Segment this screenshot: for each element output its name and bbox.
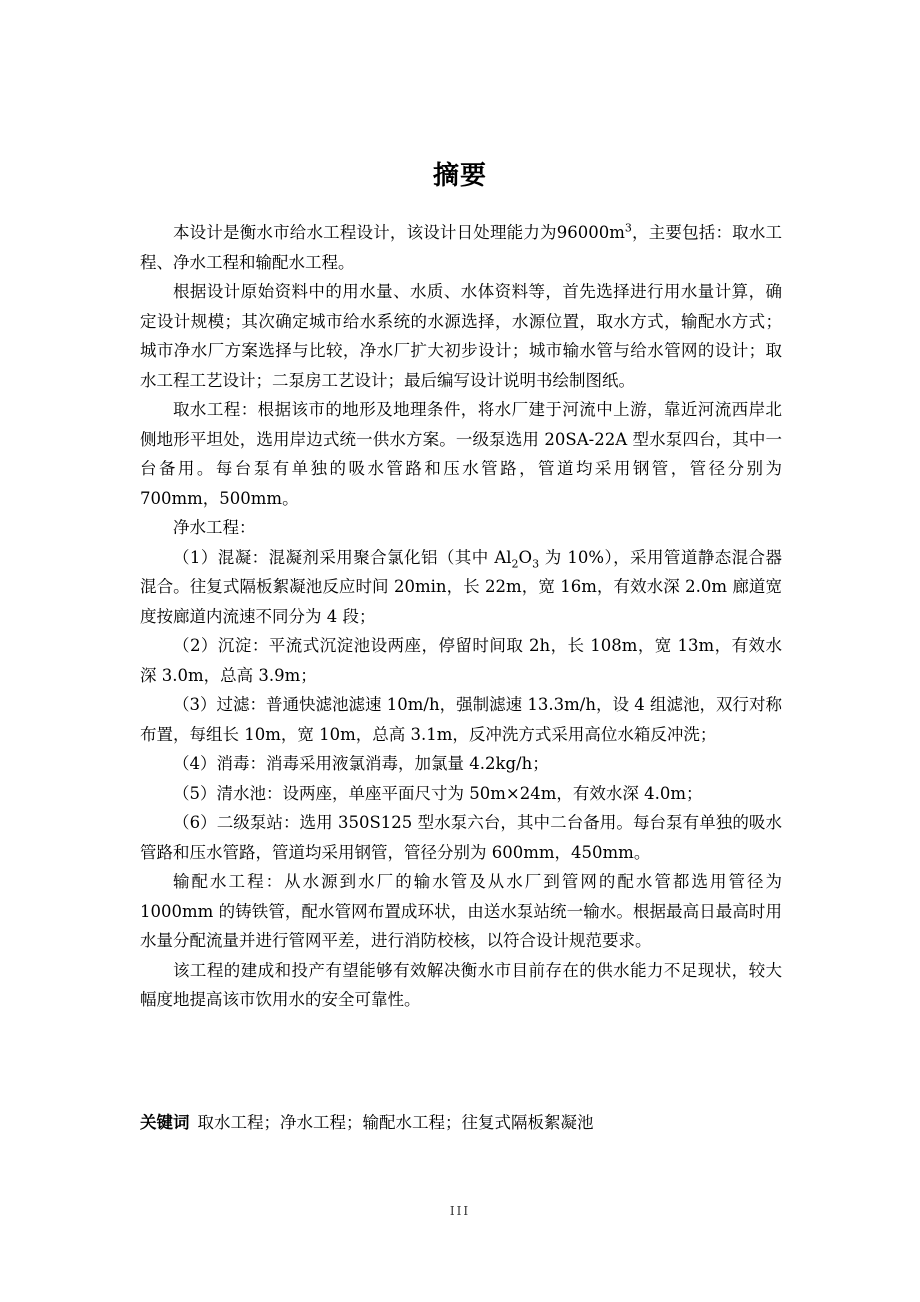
coagulation-text-c: 为 10%），采用管道静态混合器混合。往复式隔板絮凝池反应时间 20min，长 22m，宽 16m，有效水深 2.0m 廊道宽度按廊道内流速不同分为 4 段； xyxy=(140,547,782,626)
keywords-label: 关键词 xyxy=(140,1113,190,1132)
paragraph-disinfection: （4）消毒：消毒采用液氯消毒，加氯量 4.2kg/h； xyxy=(173,754,549,773)
paragraph-distribution: 输配水工程：从水源到水厂的输水管及从水厂到管网的配水管都选用管径为 1000mm 的铸铁管，配水管网布置成环状，由送水泵站统一输水。根据最高日最高时用水量分配流量并进行管网平差，进行消防校核，以符合设计规范要求。 xyxy=(140,872,782,950)
page-number: III xyxy=(449,1204,471,1218)
paragraph-filtration: （3）过滤：普通快滤池滤速 10m/h，强制滤速 13.3m/h，设 4 组滤池，双行对称布置，每组长 10m，宽 10m，总高 3.1m，反冲洗方式采用高位水箱反冲洗； xyxy=(140,695,782,744)
subscript-2: 2 xyxy=(511,556,519,570)
paragraph-purification-heading: 净水工程： xyxy=(173,518,256,537)
paragraph-intake: 取水工程：根据该市的地形及地理条件，将水厂建于河流中上游，靠近河流西岸北侧地形平坦处，选用岸边式统一供水方案。一级泵选用 20SA-22A 型水泵四台，其中一台备用。每台泵有单独的吸水管路和压水管路，管道均采用钢管，管径分别为 700mm，500mm。 xyxy=(140,400,782,508)
coagulation-text-b: O xyxy=(518,547,533,567)
paragraph-sedimentation: （2）沉淀：平流式沉淀池设两座，停留时间取 2h，长 108m，宽 13m，有效水深 3.0m，总高 3.9m； xyxy=(140,636,782,685)
paragraph-conclusion: 该工程的建成和投产有望能够有效解决衡水市目前存在的供水能力不足现状，较大幅度地提高该市饮用水的安全可靠性。 xyxy=(140,960,782,1009)
paragraph-coagulation xyxy=(140,543,782,632)
paragraph-intro-text-a: 本设计是衡水市给水工程设计，该设计日处理能力为96000m xyxy=(173,223,625,242)
keywords-line xyxy=(140,1108,782,1138)
keywords-text: 取水工程；净水工程；输配水工程；往复式隔板絮凝池 xyxy=(197,1113,594,1132)
coagulation-text-a: （1）混凝：混凝剂采用聚合氯化铝（其中 Al xyxy=(173,547,512,567)
page-title: 摘要 xyxy=(432,161,487,191)
paragraph-method: 根据设计原始资料中的用水量、水质、水体资料等，首先选择进行用水量计算，确定设计规模；其次确定城市给水系统的水源选择，水源位置，取水方式，输配水方式；城市净水厂方案选择与比较，净水厂扩大初步设计；城市输水管与给水管网的设计；取水工程工艺设计；二泵房工艺设计；最后编写设计说明书绘制图纸。 xyxy=(140,282,782,390)
paragraph-intro xyxy=(140,218,782,277)
paragraph-clearwater-tank: （5）清水池：设两座，单座平面尺寸为 50m×24m，有效水深 4.0m； xyxy=(173,783,703,803)
subscript-3: 3 xyxy=(532,556,540,570)
abstract-body xyxy=(140,218,782,1015)
paragraph-pump-station: （6）二级泵站：选用 350S125 型水泵六台，其中二台备用。每台泵有单独的吸水管路和压水管路，管道均采用钢管，管径分别为 600mm，450mm。 xyxy=(140,813,782,862)
superscript-3: 3 xyxy=(624,221,632,235)
paragraph-intro-text-b: ，主要包括：取水工程、净水工程和输配水工程。 xyxy=(140,223,783,272)
